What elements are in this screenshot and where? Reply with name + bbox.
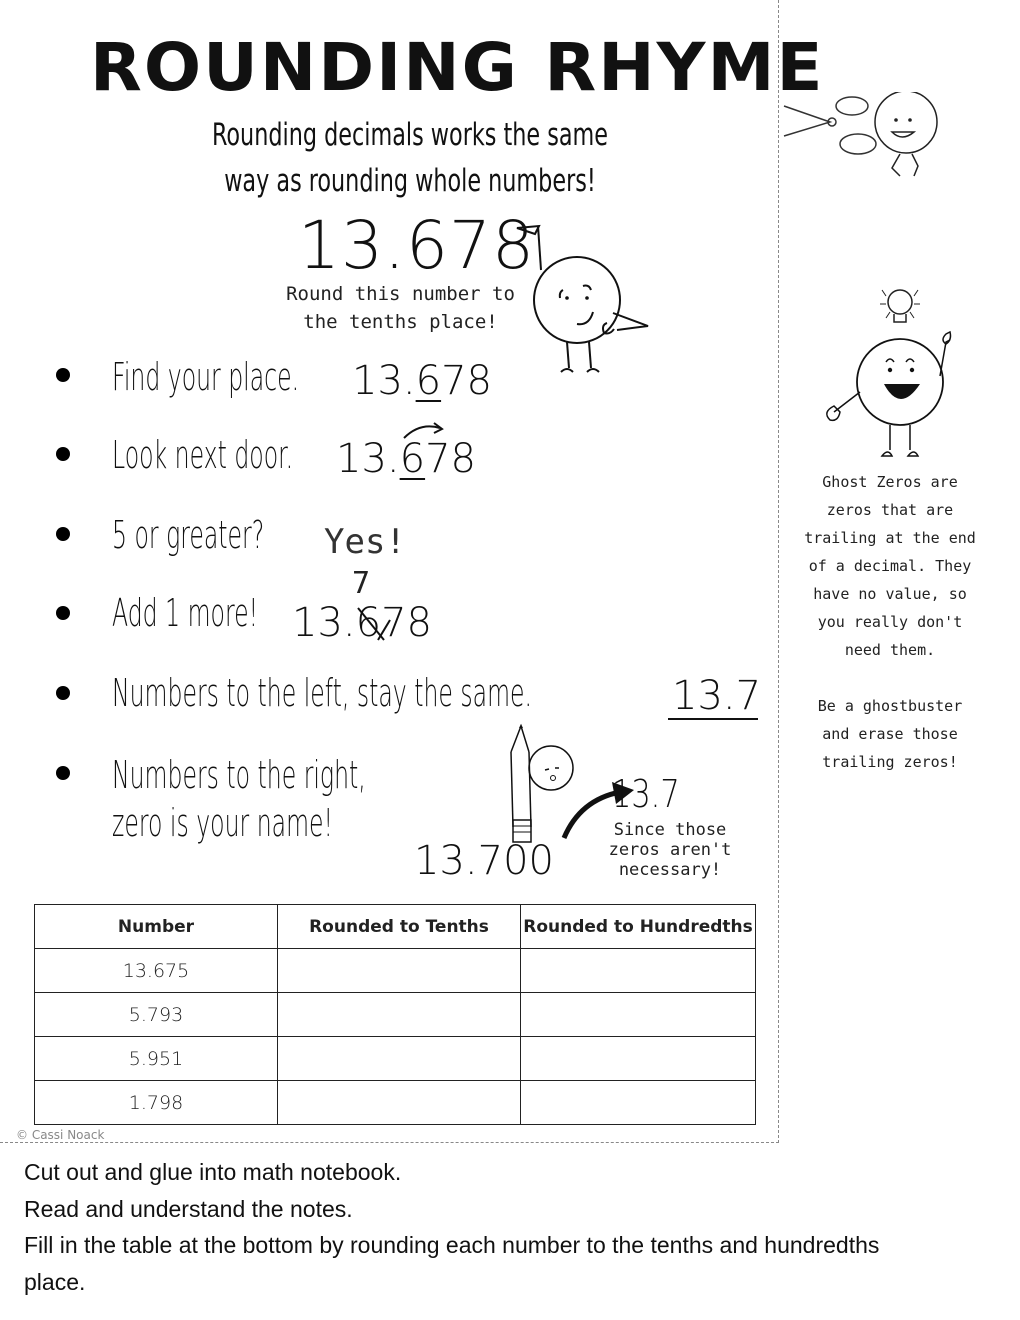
example-number: 13.678 — [298, 207, 535, 284]
bullet-icon — [56, 527, 70, 541]
digits: 78 — [425, 436, 476, 482]
result-value: 13.7 — [672, 673, 762, 719]
step-five-or-greater: 5 or greater? — [112, 513, 265, 557]
cross-out-mark-icon — [356, 604, 392, 644]
crossed-out-digit: 6 — [355, 600, 382, 646]
ghost-zeros-definition: Ghost Zeros are zeros that are trailing at the end of a decimal. They have no value, so you really don't need them. — [804, 473, 976, 659]
tenths-digit-underlined: 6 — [415, 358, 442, 404]
instruction-line: Cut out and glue into math notebook. — [24, 1159, 402, 1185]
lightbulb-character-icon — [816, 282, 976, 462]
page-title: ROUNDING RHYME — [90, 29, 825, 106]
bullet-icon — [56, 447, 70, 461]
bullet-icon — [56, 686, 70, 700]
number-cell: 5.793 — [35, 993, 278, 1037]
tenths-digit-underlined: 6 — [399, 436, 426, 482]
hundredths-answer-cell[interactable] — [521, 949, 756, 993]
step-find-place-number — [352, 356, 492, 406]
digits: 78 — [381, 600, 432, 646]
step-right-result: 13.700 — [414, 838, 554, 884]
tenths-answer-cell[interactable] — [278, 993, 521, 1037]
tenths-answer-cell[interactable] — [278, 1081, 521, 1125]
hundredths-answer-cell[interactable] — [521, 1037, 756, 1081]
bullet-icon — [56, 766, 70, 780]
table-row — [35, 1081, 756, 1125]
step-right-zero-line1: Numbers to the right, — [112, 753, 366, 797]
subtitle: Rounding decimals works the same way as rounding whole numbers! — [212, 117, 608, 199]
ghost-zeros-tip: Be a ghostbuster and erase those trailing zeros! — [817, 697, 963, 771]
column-header-number: Number — [35, 905, 278, 949]
callout-value: 13.7 — [612, 772, 680, 816]
ghost-zeros-note — [800, 468, 980, 776]
copyright: © Cassi Noack — [16, 1128, 105, 1142]
digits: 78 — [441, 358, 492, 404]
table-row — [35, 1037, 756, 1081]
callout-note: Since those zeros aren't necessary! — [608, 820, 732, 880]
tenths-answer-cell[interactable] — [278, 949, 521, 993]
instruction-line: Fill in the table at the bottom by rounding each number to the tenths and hundredths place. — [24, 1232, 880, 1295]
next-door-arrow-icon — [400, 420, 450, 442]
step-right-zero-line2: zero is your name! — [112, 801, 333, 845]
example-note: Round this number to the tenths place! — [286, 283, 515, 333]
table-row — [35, 993, 756, 1037]
digits: 13. — [336, 436, 400, 482]
step-find-place: Find your place. — [112, 355, 300, 399]
hundredths-answer-cell[interactable] — [521, 1081, 756, 1125]
digits: 13. — [292, 600, 356, 646]
bullet-icon — [56, 606, 70, 620]
instruction-line: Read and understand the notes. — [24, 1195, 353, 1222]
bullet-icon — [56, 368, 70, 382]
step-answer-yes: Yes! — [324, 522, 406, 562]
number-cell: 5.951 — [35, 1037, 278, 1081]
scissors-character-icon — [782, 92, 942, 184]
number-cell: 13.675 — [35, 949, 278, 993]
table-header-row — [35, 905, 756, 949]
table-row — [35, 949, 756, 993]
step-add-one-more: Add 1 more! — [112, 591, 259, 635]
step-left-result — [668, 673, 762, 720]
step-left-stay-same: Numbers to the left, stay the same. — [112, 671, 533, 715]
correction-digit: 7 — [352, 566, 371, 601]
column-header-hundredths: Rounded to Hundredths — [521, 905, 756, 949]
digits: 13. — [352, 358, 416, 404]
column-header-tenths: Rounded to Tenths — [278, 905, 521, 949]
step-look-next-door: Look next door. — [112, 433, 294, 477]
instructions — [24, 1154, 1004, 1300]
number-cell: 1.798 — [35, 1081, 278, 1125]
pointing-character-icon — [505, 218, 655, 378]
tenths-answer-cell[interactable] — [278, 1037, 521, 1081]
rounding-table — [34, 904, 756, 1125]
hundredths-answer-cell[interactable] — [521, 993, 756, 1037]
